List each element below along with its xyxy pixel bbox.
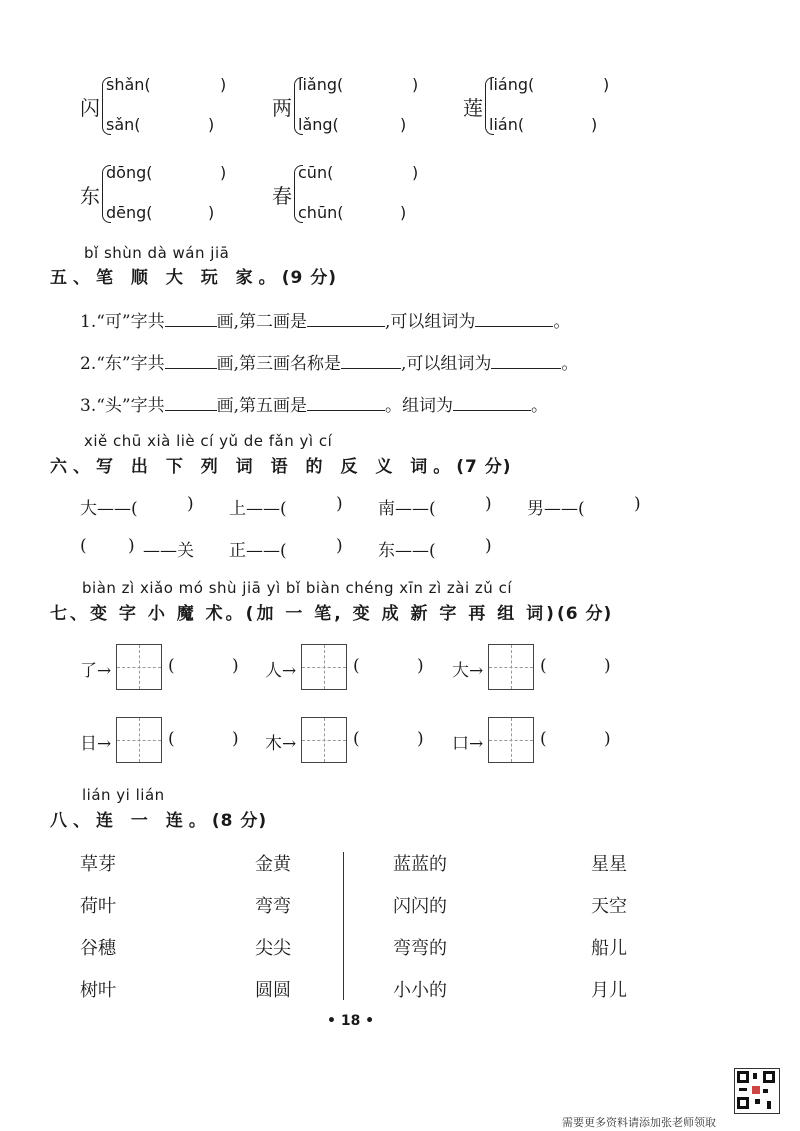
antonym-item: 大——( — [80, 499, 138, 519]
answer-blank[interactable] — [307, 310, 385, 327]
answer-blank[interactable] — [475, 310, 553, 327]
section8-pinyin: lián yi lián — [82, 786, 165, 804]
section7-title: 七、变 字 小 魔 术。(加 一 笔, 变 成 新 字 再 组 词)(6 分) — [50, 604, 613, 624]
reading-option-2: lǎng( — [298, 115, 339, 134]
close-paren: ) — [485, 536, 492, 556]
reading-option-2: sǎn( — [106, 115, 141, 134]
polyphone-char: 两 — [272, 96, 292, 120]
close-paren: ) — [336, 494, 343, 514]
match-word[interactable]: 船儿 — [591, 938, 627, 959]
polyphone-char: 莲 — [463, 96, 483, 120]
tianzige-box[interactable] — [301, 717, 347, 763]
match-word[interactable]: 尖尖 — [255, 938, 291, 959]
polyphone-char: 春 — [272, 184, 292, 208]
close-paren: ) — [128, 536, 135, 556]
close-paren: ) — [591, 115, 598, 134]
tianzige-box[interactable] — [301, 644, 347, 690]
reading-option-1: shǎn( — [106, 75, 151, 94]
magic-char-label: 人→ — [265, 661, 297, 681]
tianzige-box[interactable] — [116, 717, 162, 763]
reading-option-2: dēng( — [106, 203, 153, 222]
answer-blank[interactable] — [341, 352, 401, 369]
close-paren: ) — [187, 494, 194, 514]
match-word[interactable]: 弯弯 — [255, 896, 291, 917]
grid-guide — [302, 667, 346, 668]
tianzige-box[interactable] — [488, 644, 534, 690]
section6-pinyin: xiě chū xià liè cí yǔ de fǎn yì cí — [84, 432, 333, 450]
qr-code-icon — [734, 1068, 780, 1114]
close-paren: ) — [485, 494, 492, 514]
close-paren: ) — [208, 115, 215, 134]
stroke-question-1: 1.“可”字共 画,第二画是 ,可以组词为 。 — [80, 312, 571, 332]
match-word[interactable]: 天空 — [591, 896, 627, 917]
close-paren: ) — [400, 115, 407, 134]
close-paren: ) — [400, 203, 407, 222]
grid-guide — [302, 740, 346, 741]
answer-blank[interactable] — [165, 352, 217, 369]
antonym-item: 东——( — [378, 541, 436, 561]
open-paren: ( — [540, 729, 547, 749]
match-word[interactable]: 树叶 — [80, 980, 116, 1001]
match-word[interactable]: 弯弯的 — [393, 938, 447, 959]
matching-divider — [343, 852, 344, 1000]
antonym-item: 男——( — [527, 499, 585, 519]
open-paren: ( — [168, 656, 175, 676]
close-paren: ) — [232, 729, 239, 749]
antonym-item: 上——( — [229, 499, 287, 519]
reading-option-1: liǎng( — [298, 75, 344, 94]
footer-note: 需要更多资料请添加张老师领取 — [562, 1116, 716, 1129]
close-paren: ) — [412, 163, 419, 182]
close-paren: ) — [208, 203, 215, 222]
close-paren: ) — [417, 656, 424, 676]
tianzige-box[interactable] — [116, 644, 162, 690]
grid-guide — [489, 740, 533, 741]
open-paren: ( — [168, 729, 175, 749]
reading-option-1: cūn( — [298, 163, 334, 182]
close-paren: ) — [220, 75, 227, 94]
section5-pinyin: bǐ shùn dà wán jiā — [84, 244, 230, 262]
section8-title: 八、连 一 连。(8 分) — [50, 811, 268, 831]
stroke-question-2: 2.“东”字共 画,第三画名称是 ,可以组词为 。 — [80, 354, 579, 374]
magic-char-label: 日→ — [80, 734, 112, 754]
open-paren: ( — [353, 729, 360, 749]
close-paren: ) — [634, 494, 641, 514]
magic-char-label: 口→ — [452, 734, 484, 754]
antonym-item: ——关 — [143, 541, 194, 561]
reading-option-2: chūn( — [298, 203, 344, 222]
answer-blank[interactable] — [307, 394, 385, 411]
grid-guide — [117, 740, 161, 741]
open-paren: ( — [540, 656, 547, 676]
close-paren: ) — [604, 729, 611, 749]
reading-option-1: dōng( — [106, 163, 153, 182]
match-word[interactable]: 金黄 — [255, 854, 291, 875]
magic-char-label: 了→ — [80, 661, 112, 681]
page-number: • 18 • — [327, 1013, 375, 1029]
polyphone-char: 东 — [80, 184, 100, 208]
match-word[interactable]: 荷叶 — [80, 896, 116, 917]
open-paren: ( — [353, 656, 360, 676]
polyphone-char: 闪 — [80, 96, 100, 120]
match-word[interactable]: 谷穗 — [80, 938, 116, 959]
close-paren: ) — [220, 163, 227, 182]
antonym-item: ( — [80, 536, 87, 556]
answer-blank[interactable] — [453, 394, 531, 411]
antonym-item: 正——( — [229, 541, 287, 561]
close-paren: ) — [604, 656, 611, 676]
stroke-question-3: 3.“头”字共 画,第五画是 。组词为 。 — [80, 396, 549, 416]
answer-blank[interactable] — [165, 310, 217, 327]
close-paren: ) — [412, 75, 419, 94]
section7-pinyin: biàn zì xiǎo mó shù jiā yì bǐ biàn chéng xīn zì zài zǔ cí — [82, 579, 512, 597]
close-paren: ) — [417, 729, 424, 749]
match-word[interactable]: 月儿 — [591, 980, 627, 1001]
antonym-item: 南——( — [378, 499, 436, 519]
answer-blank[interactable] — [165, 394, 217, 411]
section5-title: 五、笔 顺 大 玩 家。(9 分) — [50, 268, 337, 288]
magic-char-label: 大→ — [452, 661, 484, 681]
answer-blank[interactable] — [491, 352, 561, 369]
match-word[interactable]: 草芽 — [80, 854, 116, 875]
tianzige-box[interactable] — [488, 717, 534, 763]
close-paren: ) — [603, 75, 610, 94]
match-word[interactable]: 蓝蓝的 — [393, 854, 447, 875]
close-paren: ) — [336, 536, 343, 556]
section6-title: 六、写 出 下 列 词 语 的 反 义 词。(7 分) — [50, 457, 512, 477]
reading-option-1: liáng( — [489, 75, 535, 94]
match-word[interactable]: 闪闪的 — [393, 896, 447, 917]
reading-option-2: lián( — [489, 115, 525, 134]
match-word[interactable]: 星星 — [591, 854, 627, 875]
grid-guide — [489, 667, 533, 668]
grid-guide — [117, 667, 161, 668]
magic-char-label: 木→ — [265, 734, 297, 754]
match-word[interactable]: 圆圆 — [255, 980, 291, 1001]
match-word[interactable]: 小小的 — [393, 980, 447, 1001]
close-paren: ) — [232, 656, 239, 676]
